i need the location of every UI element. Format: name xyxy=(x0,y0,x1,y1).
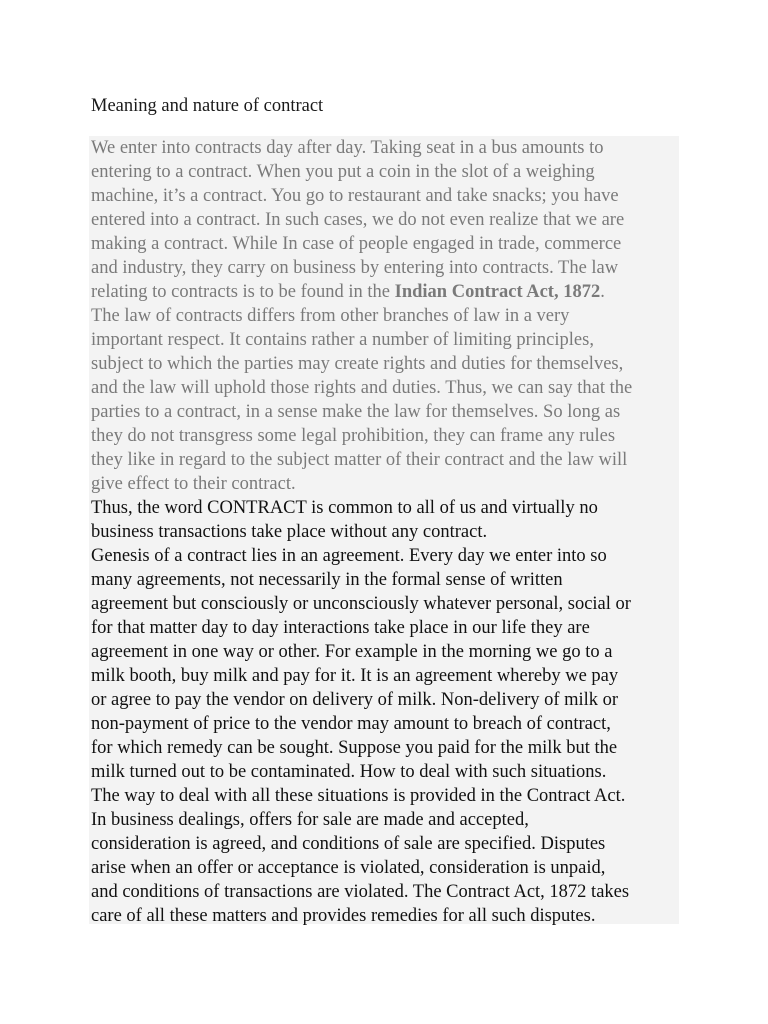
body-line: agreement in one way or other. For example in the morning we go to a xyxy=(91,642,613,662)
body-line: business transactions take place without any contract. xyxy=(91,522,488,542)
intro-line: they do not transgress some legal prohibition, they can frame any rules xyxy=(91,426,616,446)
body-line: The way to deal with all these situations is provided in the Contract Act. xyxy=(91,786,626,806)
document-title: Meaning and nature of contract xyxy=(91,96,324,116)
intro-line: entering to a contract. When you put a coin in the slot of a weighing xyxy=(91,162,595,182)
act-line-prefix: relating to contracts is to be found in the xyxy=(91,282,395,302)
body-line: In business dealings, offers for sale are made and accepted, xyxy=(91,810,529,830)
intro-line: making a contract. While In case of people engaged in trade, commerce xyxy=(91,234,622,254)
body-line: Thus, the word CONTRACT is common to all of us and virtually no xyxy=(91,498,598,518)
intro-line: entered into a contract. In such cases, we do not even realize that we are xyxy=(91,210,625,230)
act-line-suffix: . xyxy=(600,282,605,302)
body-line: or agree to pay the vendor on delivery of milk. Non-delivery of milk or xyxy=(91,690,619,710)
body-line: milk turned out to be contaminated. How to deal with such situations. xyxy=(91,762,607,782)
intro-line: and the law will uphold those rights and duties. Thus, we can say that the xyxy=(91,378,633,398)
intro-line: important respect. It contains rather a number of limiting principles, xyxy=(91,330,594,350)
body-line: Genesis of a contract lies in an agreement. Every day we enter into so xyxy=(91,546,607,566)
document-text-block xyxy=(89,136,679,924)
body-line: agreement but consciously or unconsciously whatever personal, social or xyxy=(91,594,631,614)
body-line: milk booth, buy milk and pay for it. It is an agreement whereby we pay xyxy=(91,666,619,686)
body-line: for that matter day to day interactions take place in our life they are xyxy=(91,618,590,638)
body-line: for which remedy can be sought. Suppose you paid for the milk but the xyxy=(91,738,618,758)
intro-line: and industry, they carry on business by entering into contracts. The law xyxy=(91,258,619,278)
body-line: care of all these matters and provides remedies for all such disputes. xyxy=(91,906,596,926)
intro-line: We enter into contracts day after day. Taking seat in a bus amounts to xyxy=(91,138,604,158)
act-reference-line xyxy=(91,280,605,304)
intro-line: give effect to their contract. xyxy=(91,474,296,494)
body-line: non-payment of price to the vendor may amount to breach of contract, xyxy=(91,714,611,734)
intro-line: machine, it’s a contract. You go to restaurant and take snacks; you have xyxy=(91,186,619,206)
intro-line: The law of contracts differs from other branches of law in a very xyxy=(91,306,570,326)
act-name: Indian Contract Act, 1872 xyxy=(394,282,601,302)
intro-line: parties to a contract, in a sense make the law for themselves. So long as xyxy=(91,402,621,422)
body-line: arise when an offer or acceptance is violated, consideration is unpaid, xyxy=(91,858,606,878)
body-line: and conditions of transactions are violated. The Contract Act, 1872 takes xyxy=(91,882,630,902)
body-line: consideration is agreed, and conditions of sale are specified. Disputes xyxy=(91,834,606,854)
body-line: many agreements, not necessarily in the formal sense of written xyxy=(91,570,563,590)
intro-line: they like in regard to the subject matter of their contract and the law will xyxy=(91,450,628,470)
intro-line: subject to which the parties may create rights and duties for themselves, xyxy=(91,354,624,374)
